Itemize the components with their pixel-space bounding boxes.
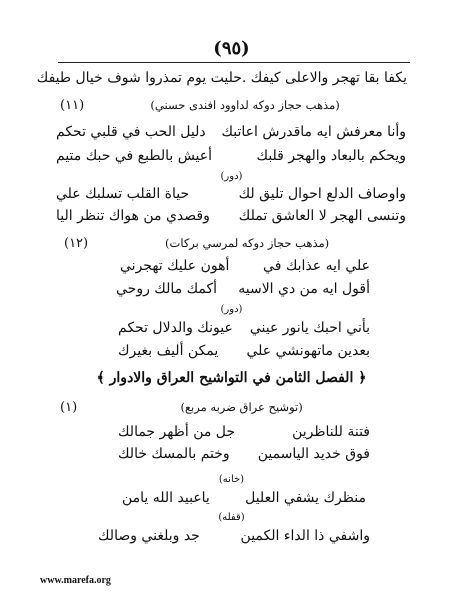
verse-row — [56, 124, 406, 140]
chapter-title: ﴿ الفصل الثامن في التواشيح العراق والادوار ﴾ — [96, 370, 367, 386]
verse-row — [56, 208, 406, 224]
verse-hemistich: علي ايه عذابك في — [263, 258, 370, 274]
verse-row — [98, 528, 370, 544]
verse-hemistich: جل من أظهر جمالك — [118, 424, 236, 440]
verse-hemistich: وتنسى الهجر لا العاشق تملك — [238, 208, 406, 224]
verse-row — [118, 343, 370, 359]
song-number: (١١) — [60, 98, 85, 113]
qafla-label: (قفله) — [218, 512, 245, 523]
verse-hemistich: دليل الحب في قلبي تحكم — [56, 124, 206, 140]
verse-hemistich: أهون عليك تهجرني — [120, 258, 230, 274]
song-11-heading — [60, 98, 406, 113]
verse-hemistich: أعيش بالطبع في حبك متيم — [56, 148, 213, 164]
verse-hemistich: جد وبلغني وصالك — [98, 528, 200, 544]
header-rule — [58, 62, 410, 63]
song-number: (١) — [60, 400, 78, 415]
dawr-label: (دور) — [220, 304, 243, 315]
verse-row — [118, 320, 370, 336]
verse-row — [118, 446, 370, 462]
dawr-label: (دور) — [220, 171, 243, 182]
page-number: (٩٥) — [213, 38, 250, 59]
verse-hemistich: أكمك مالك روحي — [116, 281, 218, 297]
song-12-heading — [64, 236, 406, 251]
website-footer: www.marefa.org — [40, 575, 111, 586]
verse-hemistich: يمكن أليف بغيرك — [118, 343, 219, 359]
verse-hemistich: واشفي ذا الداء الكمين — [240, 528, 370, 544]
song-number: (١٢) — [64, 236, 89, 251]
verse-row — [122, 490, 366, 506]
verse-hemistich: ياعبيد الله يامن — [122, 490, 210, 506]
verse-hemistich: فتنة للناظرين — [292, 424, 370, 440]
song-1-heading — [60, 400, 406, 415]
verse-hemistich: ويحكم بالبعاد والهجر قلبك — [256, 148, 406, 164]
verse-row — [118, 424, 370, 440]
khana-label: (خانه) — [218, 474, 245, 485]
verse-row — [56, 186, 406, 202]
song-title: (مذهب حجاز دوكه لمرسي بركات) — [165, 236, 330, 250]
verse-hemistich: واوصاف الدلع احوال تليق لك — [238, 186, 406, 202]
verse-row — [120, 258, 370, 274]
verse-hemistich: حياة القلب تسلبك علي — [56, 186, 190, 202]
verse-hemistich: عيونك والدلال تحكم — [118, 320, 233, 336]
verse-row — [116, 281, 370, 297]
song-title: (مذهب حجاز دوكه لداوود افندى حسني) — [150, 98, 340, 112]
song-title: (توشيح عراق ضربه مربع) — [180, 400, 303, 414]
verse-hemistich: وختم بالمسك خالك — [118, 446, 230, 462]
verse-hemistich: أقول ايه من دي الاسيه — [238, 281, 370, 297]
verse-hemistich: وقصدي من هواك تنظر اليا — [56, 208, 210, 224]
verse-hemistich: وأنا معرفش ايه ماقدرش اعاتبك — [221, 124, 406, 140]
verse-hemistich: منظرك يشفي العليل — [245, 490, 366, 506]
verse-row — [56, 148, 406, 164]
verse-hemistich: بعدين ماتهونشي علي — [246, 343, 370, 359]
intro-line: يكفا بقا تهجر والاعلى كيفك .حليت يوم تمذروا شوف خيال طيفك — [36, 70, 407, 86]
verse-hemistich: بأني احبك يانور عيني — [249, 320, 370, 336]
verse-hemistich: فوق خديد الياسمين — [257, 446, 370, 462]
